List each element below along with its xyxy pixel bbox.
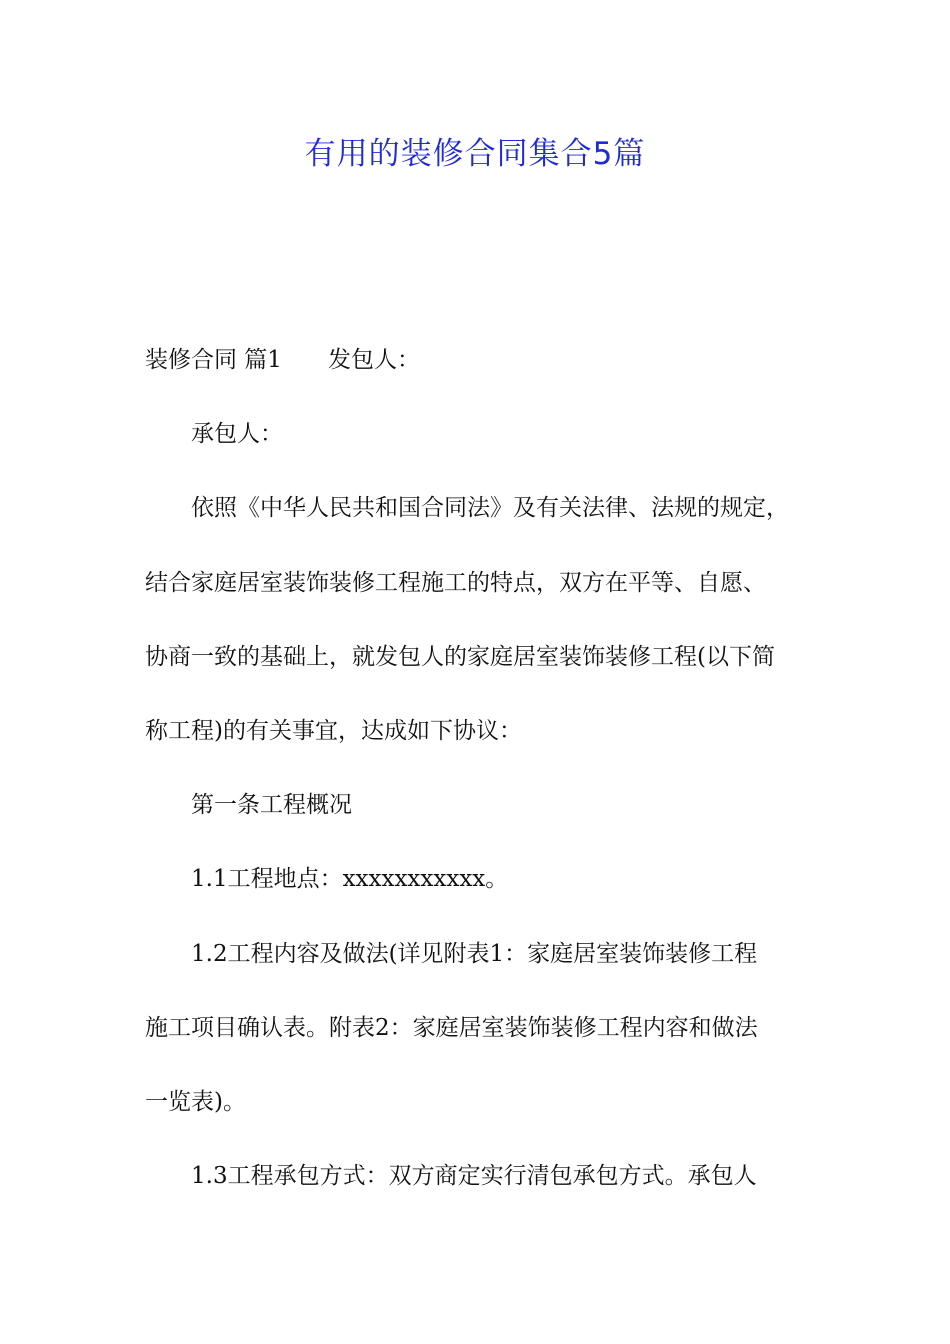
- section-heading: 装修合同 篇1: [145, 347, 282, 373]
- paragraph-line: 称工程)的有关事宜，达成如下协议：: [145, 717, 522, 744]
- clause-line: 1.1工程地点：xxxxxxxxxxx。: [191, 866, 509, 893]
- article-heading: 第一条工程概况: [191, 792, 352, 819]
- document-title: 有用的装修合同集合5篇: [304, 136, 646, 172]
- clause-line: 1.2工程内容及做法(详见附表1：家庭居室装饰装修工程: [191, 940, 758, 967]
- clause-line: 施工项目确认表。附表2：家庭居室装饰装修工程内容和做法: [145, 1014, 758, 1041]
- paragraph-line: 依照《中华人民共和国合同法》及有关法律、法规的规定，: [191, 495, 789, 522]
- document-body: [145, 336, 825, 1226]
- clause-line: 一览表)。: [145, 1088, 246, 1115]
- clause-line: 1.3工程承包方式：双方商定实行清包承包方式。承包人: [191, 1163, 757, 1190]
- paragraph-line: 结合家庭居室装饰装修工程施工的特点，双方在平等、自愿、: [145, 569, 766, 596]
- paragraph-line: 协商一致的基础上，就发包人的家庭居室装饰装修工程(以下简: [145, 643, 775, 670]
- employer-label: 发包人：: [327, 347, 420, 373]
- contractor-label: 承包人：: [191, 421, 283, 448]
- heading-line: [145, 336, 825, 410]
